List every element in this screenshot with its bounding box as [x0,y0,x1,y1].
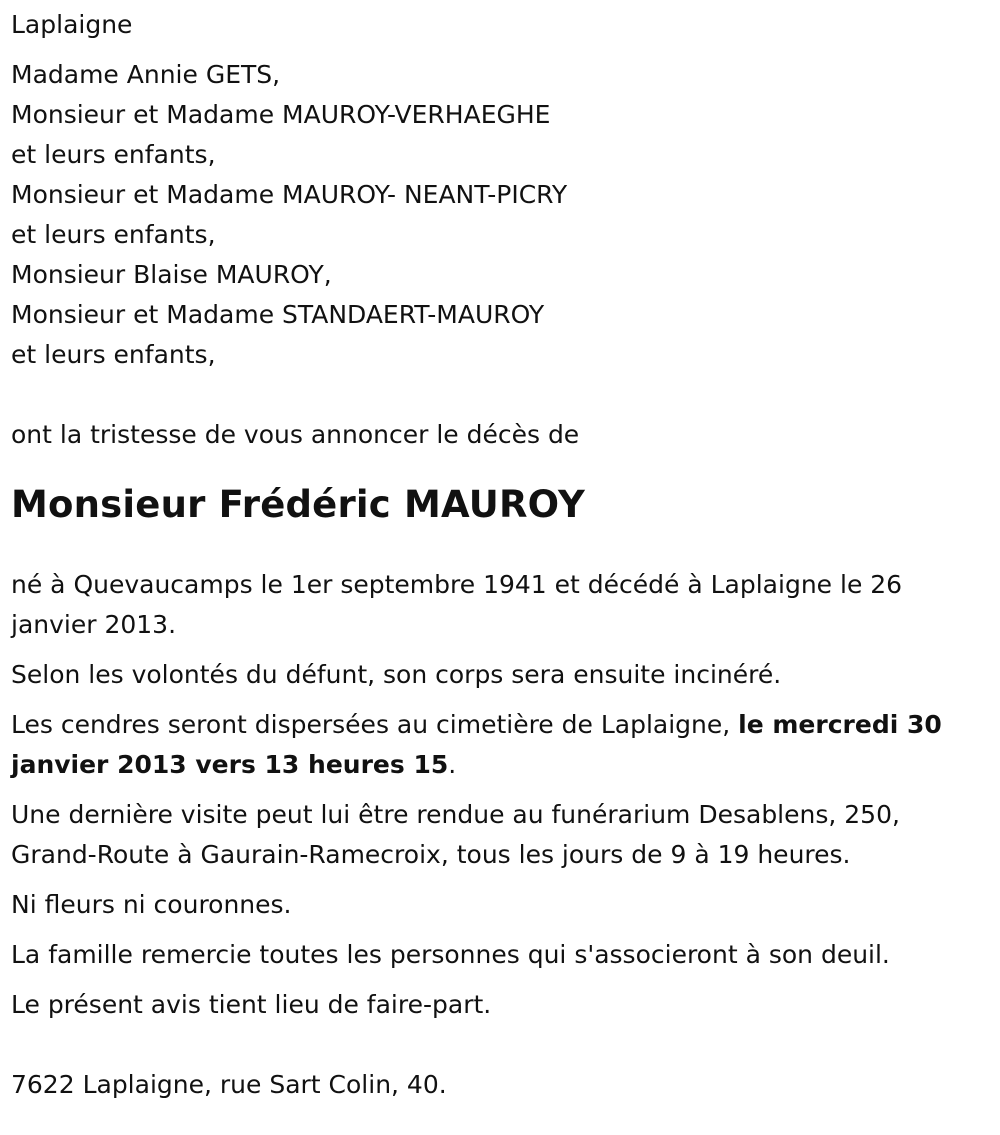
family-line: Monsieur et Madame STANDAERT-MAUROY [11,300,545,329]
birth-death-info: né à Quevaucamps le 1er septembre 1941 et décédé à Laplaigne le 26 janvier 2013. [11,570,903,639]
family-line: Monsieur et Madame MAUROY-VERHAEGHE [11,100,551,129]
announcement: ont la tristesse de vous annoncer le décès de [11,420,580,449]
ashes-prefix: Les cendres seront dispersées au cimetière de Laplaigne, [11,710,739,739]
ashes-suffix: . [448,750,457,779]
no-flowers-note: Ni fleurs ni couronnes. [11,890,292,919]
family-line: et leurs enfants, [11,220,216,249]
family-line: Monsieur et Madame MAUROY- NEANT-PICRY [11,180,568,209]
ashes-date: le mercredi 30 janvier 2013 vers 13 heures 15 [11,710,942,779]
place-header: Laplaigne [11,10,133,39]
address: 7622 Laplaigne, rue Sart Colin, 40. [11,1070,447,1099]
family-line: et leurs enfants, [11,140,216,169]
family-line: et leurs enfants, [11,340,216,369]
cremation-info: Selon les volontés du défunt, son corps sera ensuite incinéré. [11,660,782,689]
thanks-note: La famille remercie toutes les personnes qui s'associeront à son deuil. [11,940,890,969]
visit-info: Une dernière visite peut lui être rendue au funérarium Desablens, 250, Grand-Route à Gaurain-Ramecroix, tous les jours de 9 à 19 heures. [11,800,900,869]
family-list [11,55,991,375]
deceased-name: Monsieur Frédéric MAUROY [11,483,586,526]
notice-note: Le présent avis tient lieu de faire-part. [11,990,492,1019]
ashes-info [11,705,991,785]
family-line: Monsieur Blaise MAUROY, [11,260,332,289]
family-line: Madame Annie GETS, [11,60,281,89]
